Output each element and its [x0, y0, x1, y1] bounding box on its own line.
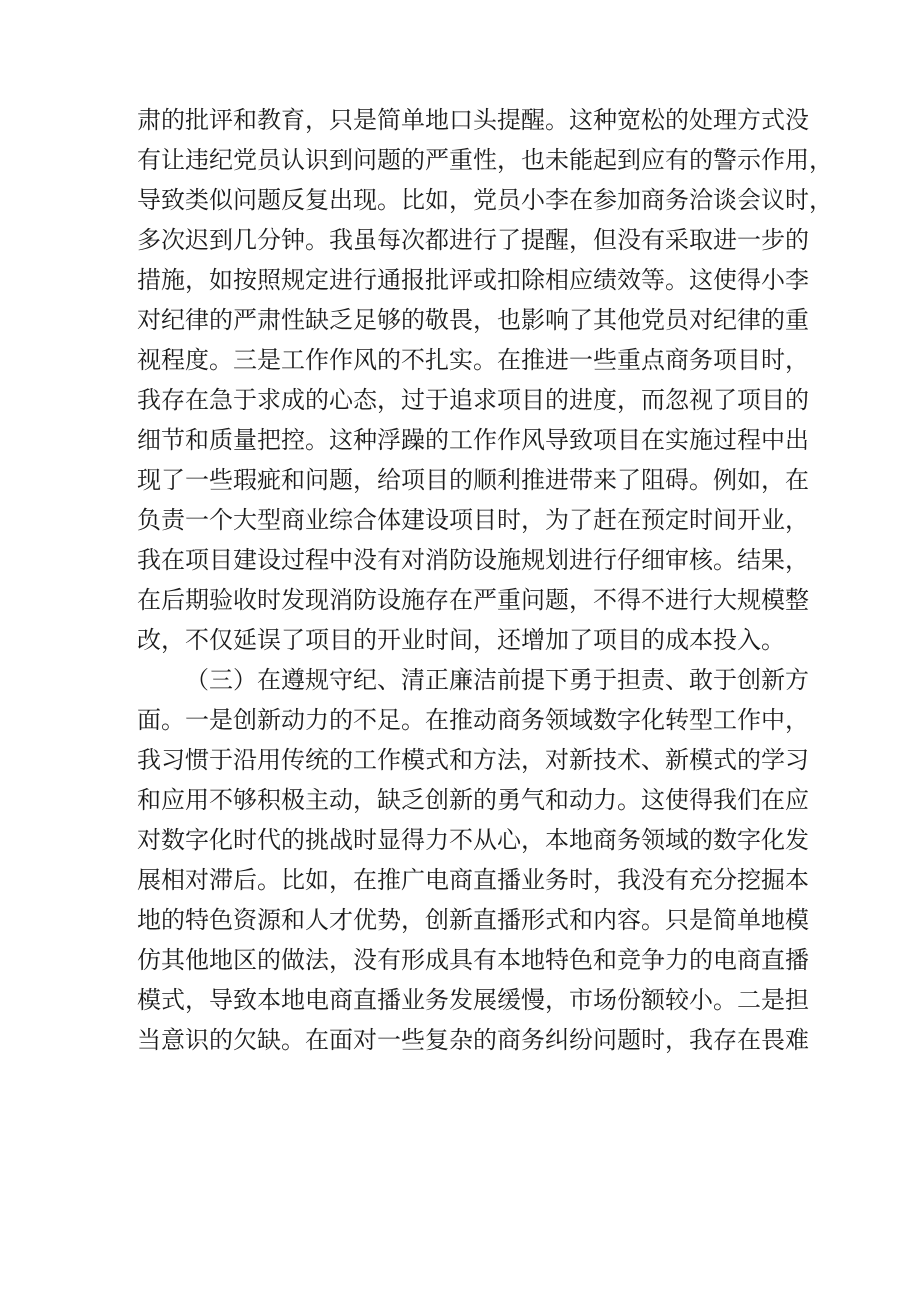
text-line: 和应用不够积极主动，缺乏创新的勇气和动力。这使得我们在应 — [137, 786, 809, 814]
text-line: 有让违纪党员认识到问题的严重性，也未能起到应有的警示作用， — [137, 146, 833, 174]
text-line: 我在项目建设过程中没有对消防设施规划进行仔细审核。结果， — [137, 546, 809, 574]
text-line: 负责一个大型商业综合体建设项目时，为了赶在预定时间开业， — [137, 506, 809, 534]
text-line: 在后期验收时发现消防设施存在严重问题，不得不进行大规模整 — [137, 586, 809, 614]
text-line: 措施，如按照规定进行通报批评或扣除相应绩效等。这使得小李 — [137, 266, 809, 294]
text-line: 展相对滞后。比如，在推广电商直播业务时，我没有充分挖掘本 — [137, 866, 809, 894]
section-heading-line: （三）在遵规守纪、清正廉洁前提下勇于担责、敢于创新方 — [185, 666, 809, 694]
text-line: 肃的批评和教育，只是简单地口头提醒。这种宽松的处理方式没 — [137, 106, 809, 134]
text-line: 多次迟到几分钟。我虽每次都进行了提醒，但没有采取进一步的 — [137, 226, 809, 254]
paragraph-end-line: 改，不仅延误了项目的开业时间，还增加了项目的成本投入。 — [137, 626, 785, 654]
text-line: 模式，导致本地电商直播业务发展缓慢，市场份额较小。二是担 — [137, 986, 809, 1014]
text-line: 仿其他地区的做法，没有形成具有本地特色和竞争力的电商直播 — [137, 946, 809, 974]
text-line: 对数字化时代的挑战时显得力不从心，本地商务领域的数字化发 — [137, 826, 809, 854]
body-text — [137, 100, 833, 1060]
text-line: 地的特色资源和人才优势，创新直播形式和内容。只是简单地模 — [137, 906, 809, 934]
text-line: 我存在急于求成的心态，过于追求项目的进度，而忽视了项目的 — [137, 386, 809, 414]
text-line: 对纪律的严肃性缺乏足够的敬畏，也影响了其他党员对纪律的重 — [137, 306, 809, 334]
text-line: 现了一些瑕疵和问题，给项目的顺利推进带来了阻碍。例如，在 — [137, 466, 809, 494]
text-line: 导致类似问题反复出现。比如，党员小李在参加商务洽谈会议时， — [137, 186, 833, 214]
text-line: 视程度。三是工作作风的不扎实。在推进一些重点商务项目时， — [137, 346, 809, 374]
text-line: 我习惯于沿用传统的工作模式和方法，对新技术、新模式的学习 — [137, 746, 809, 774]
text-line: 细节和质量把控。这种浮躁的工作作风导致项目在实施过程中出 — [137, 426, 809, 454]
text-line: 面。一是创新动力的不足。在推动商务领域数字化转型工作中， — [137, 706, 809, 734]
text-line: 当意识的欠缺。在面对一些复杂的商务纠纷问题时，我存在畏难 — [137, 1026, 809, 1054]
